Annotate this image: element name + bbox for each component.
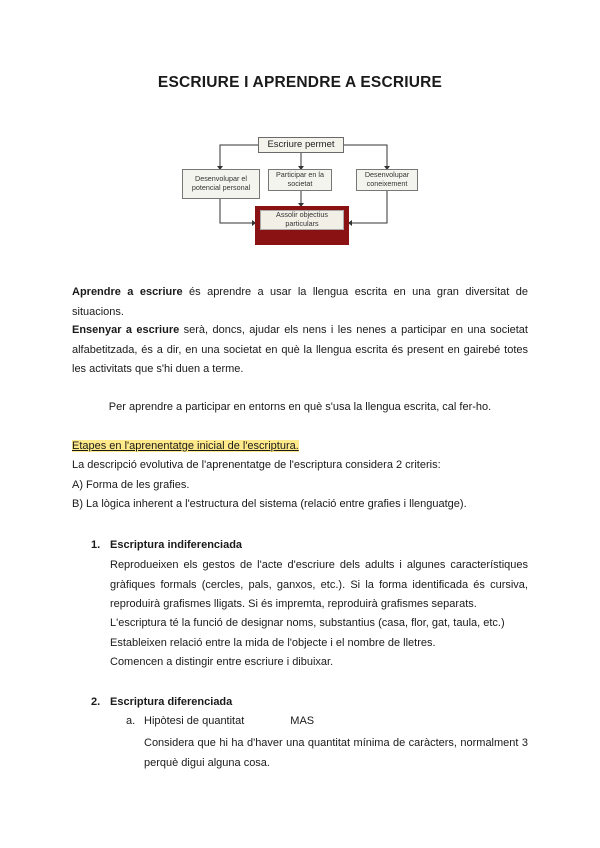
page-title: ESCRIURE I APRENDRE A ESCRIURE — [157, 74, 443, 91]
stage-1-title: Escriptura indiferenciada — [110, 539, 243, 551]
concept-diagram — [178, 133, 423, 251]
stage-1-text-1: Reprodueixen els gestos de l'acte d'escriure dels adults i algunes característiques gràfiques formals (cercles, pals, ganxos, etc.). Si la forma identificada és cursiva, reproduirà grafismes lligats. Si és impremta, reproduirà grafismes separats. — [110, 559, 528, 610]
stage-1-text-4: Comencen a distingir entre escriure i dibuixar. — [110, 656, 334, 668]
intro-term-2: Ensenyar a escriure — [72, 324, 180, 336]
connector-right — [344, 145, 387, 169]
intro-text-2: serà, doncs, ajudar els nens i les nenes a participar en una societat alfabetitzada, és a dir, en una societat en què la llengua escrita és present en gairebé totes les activitats que s'hi duen a terme. — [72, 324, 528, 375]
sub-item-label: a. — [126, 715, 136, 727]
criteria-intro: La descripció evolutiva de l'aprenentatge de l'escriptura considera 2 criteris: — [72, 459, 441, 471]
stage-1-number: 1. — [91, 539, 101, 551]
intro-term-1: Aprendre a escriure — [72, 286, 183, 298]
intro-paragraph-1 — [72, 283, 528, 322]
stage-1-text-3: Estableixen relació entre la mida de l'objecte i el nombre de lletres. — [110, 637, 436, 649]
sub-item-title: Hipòtesi de quantitat — [144, 715, 245, 727]
diagram-left-box: Desenvolupar el potencial personal — [182, 169, 260, 199]
intro-paragraph-3: Per aprendre a participar en entorns en què s'usa la llengua escrita, cal fer-ho. — [108, 401, 492, 413]
stage-2-title: Escriptura diferenciada — [110, 696, 233, 708]
diagram-bottom-label: Assolir objectius particulars — [260, 210, 344, 230]
diagram-bottom-box — [255, 206, 349, 245]
diagram-middle-box: Participar en la societat — [268, 169, 332, 191]
criterion-b: B) La lògica inherent a l'estructura del sistema (relació entre grafies i llenguatge). — [72, 498, 467, 510]
criterion-a: A) Forma de les grafies. — [72, 479, 190, 491]
connector-left — [220, 145, 258, 169]
section-heading — [72, 437, 299, 457]
intro-paragraph-2 — [72, 321, 528, 380]
stage-1-text-2: L'escriptura té la funció de designar noms, substantius (casa, flor, gat, taula, etc.) — [110, 617, 505, 629]
connector-right-down — [349, 191, 387, 223]
stage-2-number: 2. — [91, 696, 101, 708]
diagram-top-box: Escriure permet — [258, 137, 344, 153]
stage-2-heading — [91, 693, 232, 713]
sub-item-tag: MAS — [290, 715, 315, 727]
diagram-right-box: Desenvolupar coneixement — [356, 169, 418, 191]
connector-left-down — [220, 199, 255, 223]
intro-text-1: és aprendre a usar la llengua escrita en una gran diversitat de situacions. — [72, 286, 528, 318]
stage-2-sub-text: Considera que hi ha d'haver una quantitat mínima de caràcters, normalment 3 perquè digui alguna cosa. — [144, 737, 528, 769]
stage-1-heading — [91, 536, 242, 556]
stage-2-sub-item — [126, 712, 314, 732]
section-heading-text: Etapes en l'aprenentatge inicial de l'escriptura. — [72, 440, 299, 452]
